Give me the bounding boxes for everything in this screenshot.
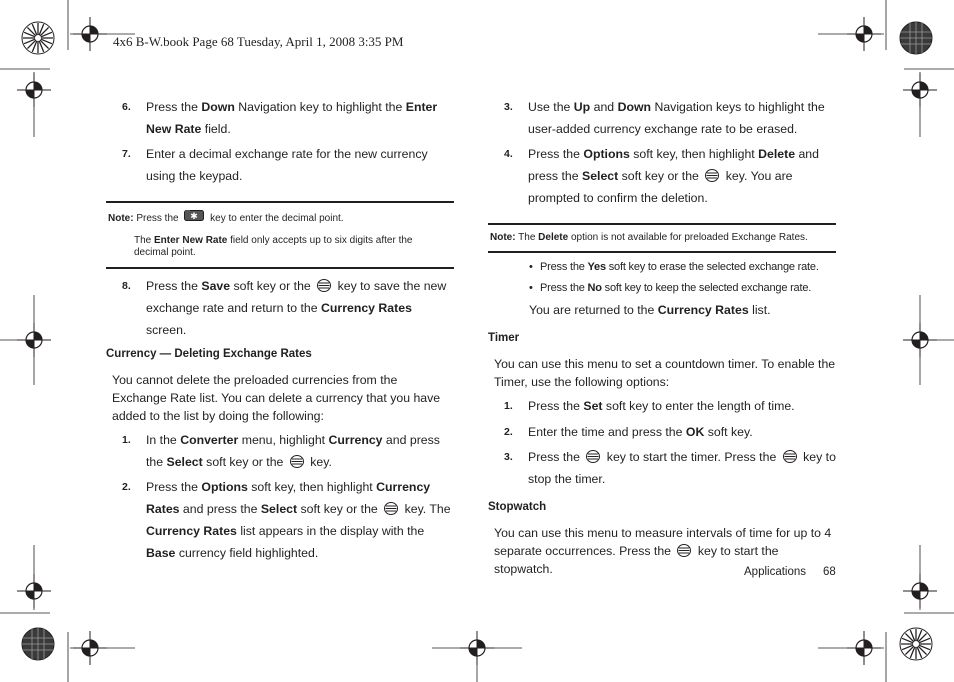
text: key to stop the timer. <box>528 450 836 486</box>
bold-term: Currency Rates <box>146 524 237 538</box>
note-box <box>488 223 836 253</box>
text: list appears in the display with the <box>236 524 425 538</box>
step-number: 2. <box>122 481 131 493</box>
bold-term: Options <box>201 480 248 494</box>
text: Press the <box>528 450 584 464</box>
ok-key-icon <box>384 502 398 515</box>
bold-term: Currency <box>328 433 383 447</box>
text: Enter a decimal exchange rate for the new currency using the keypad. <box>146 147 428 183</box>
footer-section: Applications <box>744 566 807 578</box>
ok-key-icon <box>783 450 797 463</box>
bold-term: Select <box>582 169 619 183</box>
text: soft key to enter the length of time. <box>602 399 795 413</box>
text: soft key to erase the selected exchange rate. <box>605 261 819 273</box>
list-item: • Press the Yes soft key to erase the selected exchange rate. <box>529 261 819 273</box>
text: key to start the stopwatch. <box>494 544 779 576</box>
text: soft key or the <box>230 279 315 293</box>
text: and press the <box>146 433 440 469</box>
text: Press the <box>133 213 182 224</box>
bold-term: Delete <box>758 147 796 161</box>
ok-key-icon <box>677 544 691 557</box>
step-3 <box>488 96 836 140</box>
step-number: 8. <box>122 280 131 292</box>
note-label: Note: <box>108 213 134 224</box>
ok-key-icon <box>317 279 331 292</box>
text: currency field highlighted. <box>175 546 319 560</box>
text: Press the <box>540 282 588 294</box>
ok-key-icon <box>586 450 600 463</box>
text: Use the <box>528 100 574 114</box>
step-number: 3. <box>504 101 513 113</box>
step-4 <box>488 143 836 209</box>
right-column <box>488 96 836 578</box>
text: option is not available for preloaded Exchange Rates. <box>568 232 808 243</box>
step-2 <box>106 476 454 564</box>
text: You can use this menu to measure intervals of time for up to 4 separate occurrences. Press the <box>494 526 832 558</box>
text: key to save the new exchange rate and return to the <box>146 279 447 315</box>
text: Press the <box>146 279 202 293</box>
step-6 <box>106 96 454 140</box>
book-header: 4x6 B-W.book Page 68 Tuesday, April 1, 2008 3:35 PM <box>113 34 404 49</box>
bold-term: Up <box>573 100 591 114</box>
text: Press the <box>528 399 584 413</box>
note-line <box>106 203 454 225</box>
text: field only accepts up to six digits after the decimal point. <box>134 235 413 258</box>
text: key. The <box>401 502 451 516</box>
text: soft key or the <box>618 169 703 183</box>
star-key-icon <box>184 210 204 221</box>
text: You are returned to the <box>529 303 658 317</box>
step-number: 3. <box>504 451 513 463</box>
step-number: 2. <box>504 426 513 438</box>
text: soft key, then highlight <box>629 147 759 161</box>
note-box <box>106 201 454 269</box>
bold-term: Converter <box>180 433 239 447</box>
text: field. <box>201 122 231 136</box>
timer-step-2 <box>488 421 836 443</box>
text: key to enter the decimal point. <box>207 213 344 224</box>
note-label: Note: <box>490 232 516 243</box>
bold-term: Yes <box>587 261 606 273</box>
text: soft key or the <box>297 502 382 516</box>
text: Navigation keys to highlight the user-added currency exchange rate to be erased. <box>528 100 825 136</box>
returned-line <box>488 299 836 321</box>
text: key. You are prompted to confirm the deletion. <box>528 169 793 205</box>
ok-key-icon <box>705 169 719 182</box>
text: screen. <box>146 323 187 337</box>
note-line <box>106 225 454 267</box>
text: The <box>515 232 539 243</box>
left-column <box>106 96 454 564</box>
step-7 <box>106 143 454 187</box>
text: Press the <box>146 100 202 114</box>
step-number: 6. <box>122 101 131 113</box>
bold-term: Currency Rates <box>146 480 431 516</box>
step-1 <box>106 429 454 473</box>
timer-step-3 <box>488 446 836 490</box>
text: key to start the timer. Press the <box>603 450 780 464</box>
text: soft key or the <box>202 455 287 469</box>
bold-term: Options <box>583 147 630 161</box>
step-8 <box>106 275 454 341</box>
text: list. <box>748 303 771 317</box>
bold-term: Select <box>166 455 203 469</box>
bold-term: No <box>587 282 602 294</box>
text: key. <box>306 455 332 469</box>
bold-term: Down <box>201 100 235 114</box>
bold-term: Save <box>201 279 231 293</box>
text: soft key, then highlight <box>247 480 377 494</box>
text: The <box>134 235 155 246</box>
svg-text:✱: ✱ <box>190 212 199 221</box>
text: and <box>590 100 618 114</box>
text: soft key. <box>704 425 753 439</box>
text: and press the <box>179 502 261 516</box>
step-number: 7. <box>122 148 131 160</box>
step-number: 1. <box>504 400 513 412</box>
bold-term: Down <box>617 100 652 114</box>
bold-term: Enter New Rate <box>146 100 438 136</box>
bold-term: Set <box>583 399 603 413</box>
timer-step-1 <box>488 395 836 417</box>
text: soft key to keep the selected exchange rate. <box>601 282 812 294</box>
bold-term: Delete <box>538 232 569 243</box>
text: Press the <box>528 147 584 161</box>
ok-key-icon <box>290 455 304 468</box>
step-number: 4. <box>504 148 513 160</box>
text: Press the <box>540 261 588 273</box>
intro-paragraph: You cannot delete the preloaded currencies from the Exchange Rate list. You can delete a currency that you have added to the list by doing the following: <box>112 373 441 423</box>
bold-term: Enter New Rate <box>154 235 228 246</box>
page-number: 68 <box>823 566 836 578</box>
timer-paragraph: You can use this menu to set a countdown timer. To enable the Timer, use the following options: <box>494 357 836 389</box>
text: Enter the time and press the <box>528 425 686 439</box>
text: and press the <box>528 147 819 183</box>
text: Navigation key to highlight the <box>234 100 406 114</box>
bold-term: OK <box>685 425 705 439</box>
bold-term: Select <box>260 502 298 516</box>
section-title-timer: Timer <box>488 332 520 344</box>
text: menu, highlight <box>238 433 329 447</box>
section-title-stopwatch: Stopwatch <box>488 501 547 513</box>
section-title: Currency — Deleting Exchange Rates <box>106 348 312 360</box>
note-line <box>488 225 836 244</box>
step-number: 1. <box>122 434 131 446</box>
bold-term: Currency Rates <box>321 301 412 315</box>
list-item: • Press the No soft key to keep the selected exchange rate. <box>529 282 812 294</box>
text: In the <box>146 433 181 447</box>
bullet-list <box>488 257 836 299</box>
text: Press the <box>146 480 202 494</box>
bold-term: Currency Rates <box>657 303 749 317</box>
bold-term: Base <box>146 546 176 560</box>
